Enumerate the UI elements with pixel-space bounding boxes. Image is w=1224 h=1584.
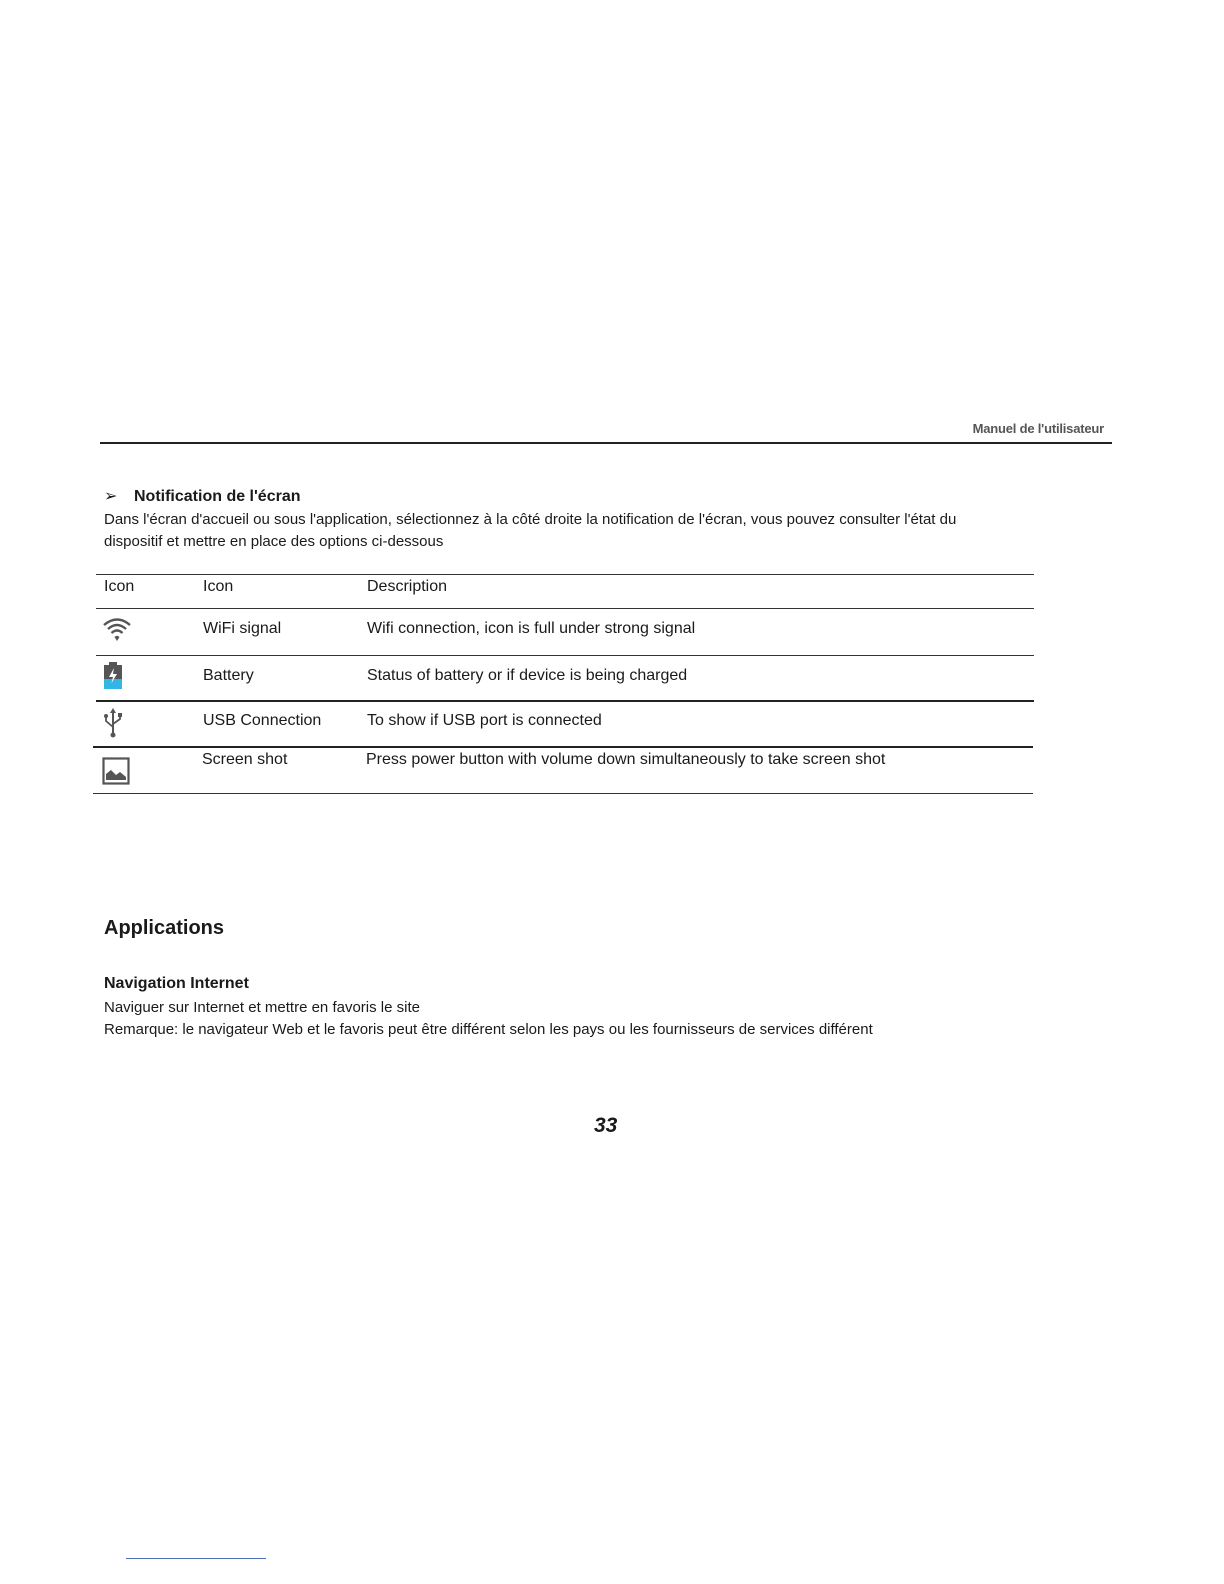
intro-line-2: dispositif et mettre en place des options ci-dessous xyxy=(104,533,444,550)
row-description: Wifi connection, icon is full under strong signal xyxy=(367,620,696,637)
page-number: 33 xyxy=(594,1114,618,1137)
table-rule xyxy=(96,655,1034,656)
table-rule-top xyxy=(96,574,1034,575)
wifi-icon xyxy=(102,615,132,650)
row-name: USB Connection xyxy=(203,712,322,729)
row-name: Screen shot xyxy=(202,751,288,768)
table-header-description: Description xyxy=(367,578,448,595)
table-rule xyxy=(96,700,1034,702)
navigation-paragraph xyxy=(104,997,1114,1041)
navigation-heading: Navigation Internet xyxy=(104,975,249,992)
row-description: To show if USB port is connected xyxy=(367,712,602,729)
row-name: WiFi signal xyxy=(203,620,282,637)
footnote-rule xyxy=(126,1558,266,1559)
section-heading-text: Notification de l'écran xyxy=(134,488,301,505)
header-title: Manuel de l'utilisateur xyxy=(972,421,1104,436)
table-rule-bottom xyxy=(93,793,1033,794)
table-rule xyxy=(93,746,1033,748)
navigation-line-1: Naviguer sur Internet et mettre en favoris le site xyxy=(104,999,420,1016)
table-rule xyxy=(96,608,1034,609)
table-header-icon: Icon xyxy=(104,578,135,595)
table-header-name: Icon xyxy=(203,578,234,595)
usb-icon xyxy=(102,706,124,743)
intro-line-1: Dans l'écran d'accueil ou sous l'application, sélectionnez à la côté droite la notification de l'écran, vous pouvez consulter l'état du xyxy=(104,511,957,528)
battery-icon xyxy=(102,662,124,695)
arrow-bullet-icon: ➢ xyxy=(104,488,118,505)
row-name: Battery xyxy=(203,667,254,684)
navigation-line-2: Remarque: le navigateur Web et le favoris peut être différent selon les pays ou les fournisseurs de services différent xyxy=(104,1021,873,1038)
row-description: Status of battery or if device is being charged xyxy=(367,667,688,684)
screenshot-icon xyxy=(102,757,130,790)
row-description: Press power button with volume down simultaneously to take screen shot xyxy=(366,751,886,768)
applications-heading: Applications xyxy=(104,917,225,939)
